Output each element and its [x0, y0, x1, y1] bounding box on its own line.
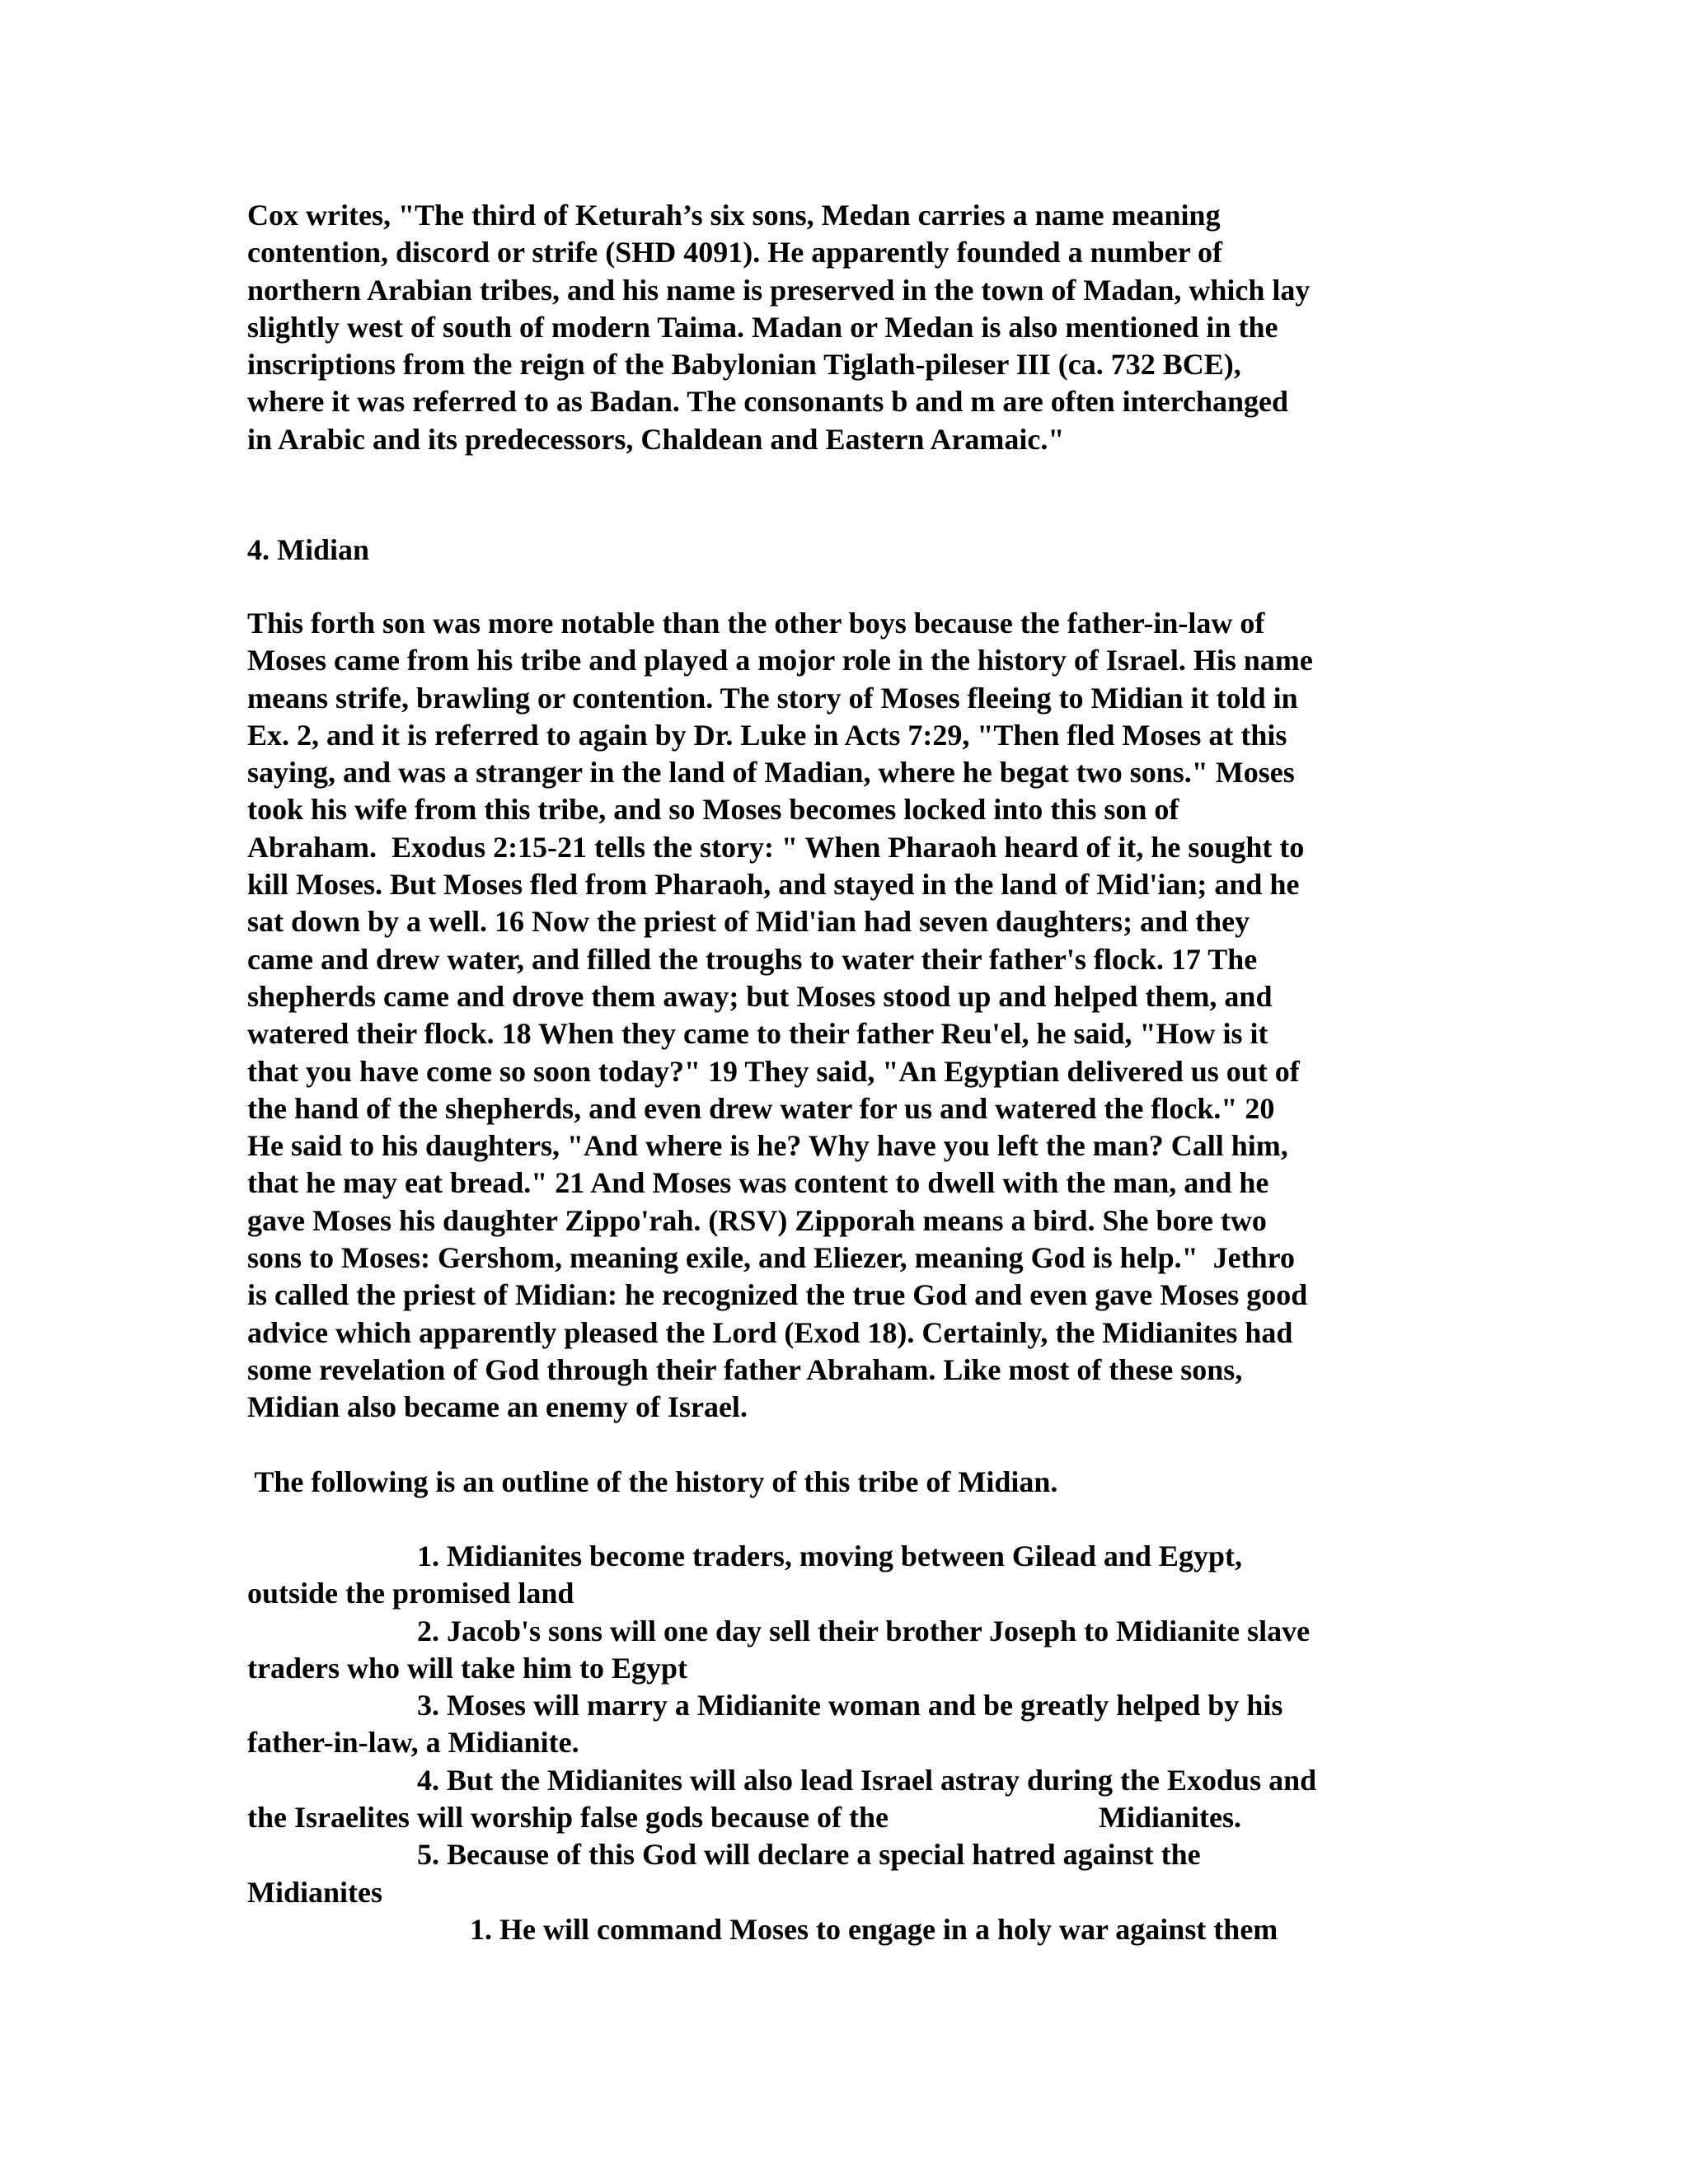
text-line: sons to Moses: Gershom, meaning exile, and Eliezer, meaning God is help." Jethro	[247, 1241, 1295, 1275]
outline-item-text: 1. Midianites become traders, moving between Gilead and Egypt,	[417, 1540, 1242, 1572]
text-line: advice which apparently pleased the Lord (Exod 18). Certainly, the Midianites had	[247, 1315, 1293, 1349]
outline-item	[247, 1613, 1451, 1688]
text-line: gave Moses his daughter Zippo'rah. (RSV) Zipporah means a bird. She bore two	[247, 1203, 1267, 1237]
text-line: kill Moses. But Moses fled from Pharaoh, and stayed in the land of Mid'ian; and he	[247, 868, 1300, 902]
continuation-part: Midianites.	[1098, 1801, 1241, 1835]
text-line: inscriptions from the reign of the Babylonian Tiglath-pileser III (ca. 732 BCE),	[247, 348, 1241, 382]
outline-item	[247, 1762, 1451, 1837]
paragraph-medan	[247, 197, 1451, 458]
outline-item-continuation: Midianites	[247, 1875, 383, 1909]
text-line: He said to his daughters, "And where is he? Why have you left the man? Call him,	[247, 1129, 1288, 1163]
text-line: northern Arabian tribes, and his name is preserved in the town of Madan, which lay	[247, 273, 1311, 307]
text-line: means strife, brawling or contention. The story of Moses fleeing to Midian it told in	[247, 681, 1298, 715]
outline-intro: The following is an outline of the history of this tribe of Midian.	[247, 1465, 1058, 1498]
outline-item	[247, 1538, 1451, 1613]
outline-item-text: 4. But the Midianites will also lead Israel astray during the Exodus and	[417, 1763, 1317, 1797]
text-line: that you have come so soon today?" 19 They said, "An Egyptian delivered us out of	[247, 1054, 1300, 1088]
text-line: that he may eat bread." 21 And Moses was content to dwell with the man, and he	[247, 1166, 1269, 1200]
text-line: This forth son was more notable than the other boys because the father-in-law of	[247, 607, 1265, 640]
text-line: Ex. 2, and it is referred to again by Dr. Luke in Acts 7:29, "Then fled Moses at this	[247, 718, 1287, 752]
text-line: the hand of the shepherds, and even drew water for us and watered the flock." 20	[247, 1091, 1275, 1125]
text-line: Moses came from his tribe and played a mojor role in the history of Israel. His name	[247, 644, 1313, 677]
text-line: in Arabic and its predecessors, Chaldean and Eastern Aramaic."	[247, 422, 1065, 456]
continuation-part: the Israelites will worship false gods because of the	[247, 1801, 889, 1835]
text-line: Cox writes, "The third of Keturah’s six sons, Medan carries a name meaning	[247, 199, 1221, 232]
outline-sub-item: 1. He will command Moses to engage in a holy war against them	[470, 1912, 1278, 1946]
outline-item-continuation: outside the promised land	[247, 1577, 574, 1610]
text-line: saying, and was a stranger in the land of Madian, where he begat two sons." Moses	[247, 756, 1295, 790]
outline-item-text: 3. Moses will marry a Midianite woman and be greatly helped by his	[417, 1689, 1283, 1722]
text-line: Midian also became an enemy of Israel.	[247, 1390, 748, 1424]
outline-item	[247, 1836, 1451, 1911]
text-line: some revelation of God through their father Abraham. Like most of these sons,	[247, 1352, 1243, 1386]
paragraph-midian	[247, 605, 1451, 1427]
text-line: watered their flock. 18 When they came to their father Reu'el, he said, "How is it	[247, 1017, 1268, 1051]
text-line: where it was referred to as Badan. The consonants b and m are often interchanged	[247, 385, 1289, 419]
text-line: came and drew water, and filled the troughs to water their father's flock. 17 The	[247, 942, 1258, 976]
outline-item-continuation	[247, 1799, 1451, 1836]
section-heading: 4. Midian	[247, 533, 370, 566]
outline-item-continuation: traders who will take him to Egypt	[247, 1651, 687, 1685]
text-line: is called the priest of Midian: he recognized the true God and even gave Moses good	[247, 1278, 1308, 1312]
outline-item-continuation: father-in-law, a Midianite.	[247, 1726, 579, 1760]
outline-item-text: 2. Jacob's sons will one day sell their brother Joseph to Midianite slave	[417, 1614, 1311, 1647]
text-line: shepherds came and drove them away; but Moses stood up and helped them, and	[247, 979, 1273, 1013]
text-line: sat down by a well. 16 Now the priest of Mid'ian had seven daughters; and they	[247, 905, 1250, 939]
text-line: contention, discord or strife (SHD 4091). He apparently founded a number of	[247, 236, 1223, 269]
outline-list	[247, 1538, 1451, 1948]
text-line: Abraham. Exodus 2:15-21 tells the story: " When Pharaoh heard of it, he sought to	[247, 830, 1305, 864]
outline-item	[247, 1687, 1451, 1762]
text-line: slightly west of south of modern Taima. Madan or Medan is also mentioned in the	[247, 310, 1278, 344]
text-line: took his wife from this tribe, and so Moses becomes locked into this son of	[247, 793, 1179, 827]
outline-item-text: 5. Because of this God will declare a special hatred against the	[417, 1838, 1201, 1872]
